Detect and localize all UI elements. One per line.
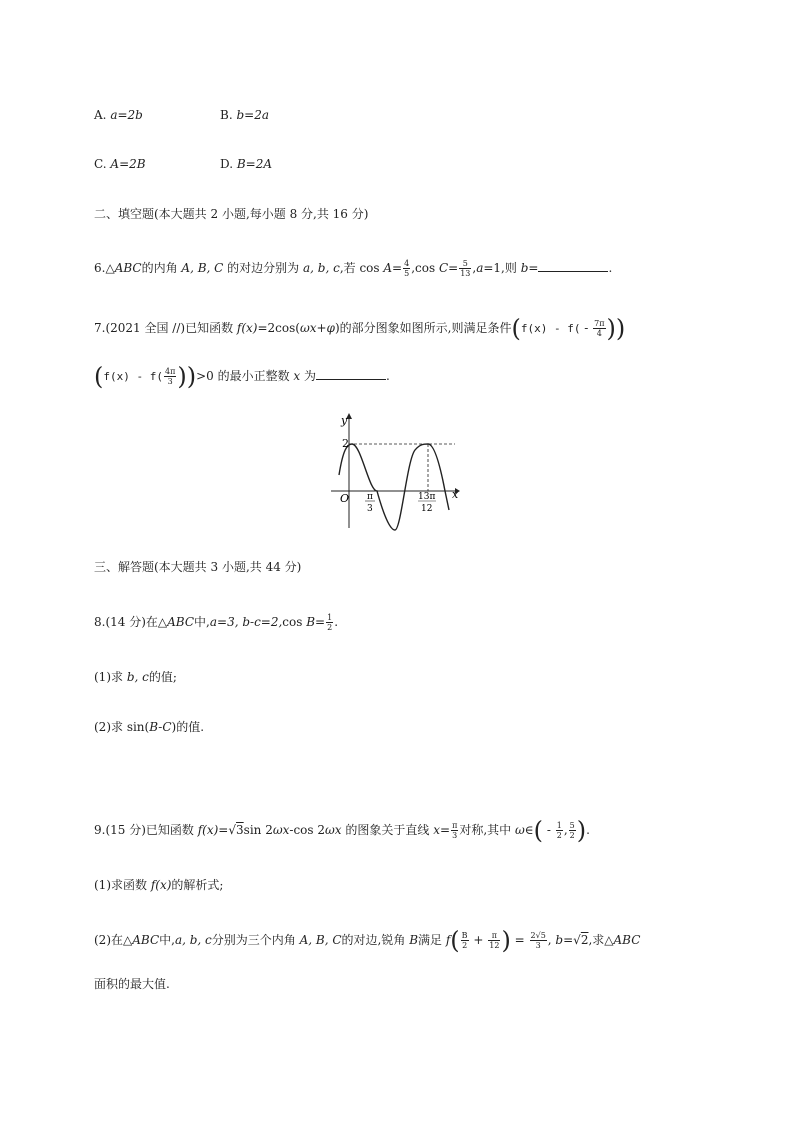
question-8-part-1: (1)求 b, c的值; <box>94 670 177 684</box>
option-c: C. A=2B <box>94 157 146 171</box>
fraction-pi-3: $\frac{\pi}{3}$ <box>452 821 458 840</box>
section-heading-solutions: 三、解答题(本大题共 3 小题,共 44 分) <box>94 560 302 574</box>
fraction-4-5: $\frac{4}{5}$ <box>404 259 410 278</box>
fraction-5-13: $\frac{5}{13}$ <box>460 259 471 278</box>
origin-label: O <box>340 492 350 505</box>
fraction-4pi-3: $\frac{4\pi}{3}$ <box>164 367 176 386</box>
fraction-B-2: $\frac{B}{2}$ <box>461 931 468 950</box>
y-axis-label: y <box>341 414 348 427</box>
question-9-part-2: (2)在△ABC中,a, b, c分别为三个内角 A, B, C的对边,锐角 B满足 f( $\frac{B}{2}$ + $\frac{\pi}{12}$ ) = $\frac{2√5}{3}$ , b=√2,求△ABC <box>94 926 641 955</box>
x-tick-13pi-12-den: 12 <box>421 504 433 514</box>
fraction-7pi-4: $\frac{7\pi}{4}$ <box>594 319 605 338</box>
fraction-2sqrt5-3: $\frac{2√5}{3}$ <box>530 931 546 950</box>
fraction-1-2-neg: $\frac{1}{2}$ <box>556 821 562 840</box>
question-9: 9.(15 分)已知函数 f(x)=√3sin 2ωx-cos 2ωx 的图象关于直线 x= $\frac{\pi}{3}$ 对称,其中 ω∈( - $\frac{1}{2}$ , $\frac{5}{2}$ ). <box>94 816 590 845</box>
fraction-1-2: $\frac{1}{2}$ <box>327 613 333 632</box>
question-9-part-2-cont: 面积的最大值. <box>94 977 170 991</box>
fraction-5-2: $\frac{5}{2}$ <box>569 821 575 840</box>
question-8-part-2: (2)求 sin(B-C)的值. <box>94 720 205 734</box>
question-6: 6.△ABC的内角 A, B, C 的对边分别为 a, b, c,若 cos A= $\frac{4}{5}$ ,cos C= $\frac{5}{13}$ ,a=1,则 b= . <box>94 259 613 278</box>
x-tick-pi-3-den: 3 <box>367 504 373 514</box>
answer-blank-6[interactable] <box>538 259 608 272</box>
cosine-curve <box>339 444 449 530</box>
question-9-part-1: (1)求函数 f(x)的解析式; <box>94 878 224 892</box>
y-tick-2: 2 <box>342 437 349 450</box>
option-a: A. a=2b <box>94 108 143 122</box>
sqrt-3: √3 <box>228 823 244 837</box>
option-d: D. B=2A <box>220 157 273 171</box>
sqrt-2: √2 <box>573 933 589 947</box>
x-tick-pi-3-num: π <box>367 492 373 502</box>
question-7-line-1: 7.(2021 全国 //)已知函数 f(x)=2cos(ωx+φ)的部分图象如图所示,则满足条件(f(x) - f( - $\frac{7\pi}{4}$ )) <box>94 314 626 343</box>
question-7-line-2: (f(x) - f( $\frac{4\pi}{3}$ ))>0 的最小正整数 x 为 . <box>94 362 390 391</box>
answer-blank-7[interactable] <box>316 367 386 380</box>
question-8: 8.(14 分)在△ABC中,a=3, b-c=2,cos B= $\frac{1}{2}$ . <box>94 613 339 632</box>
option-b: B. b=2a <box>220 108 269 122</box>
x-axis-label: x <box>452 488 459 501</box>
x-tick-13pi-12-num: 13π <box>418 492 436 502</box>
cosine-graph <box>325 410 465 535</box>
section-heading-fill-in: 二、填空题(本大题共 2 小题,每小题 8 分,共 16 分) <box>94 207 369 221</box>
fraction-pi-12: $\frac{\pi}{12}$ <box>489 931 500 950</box>
